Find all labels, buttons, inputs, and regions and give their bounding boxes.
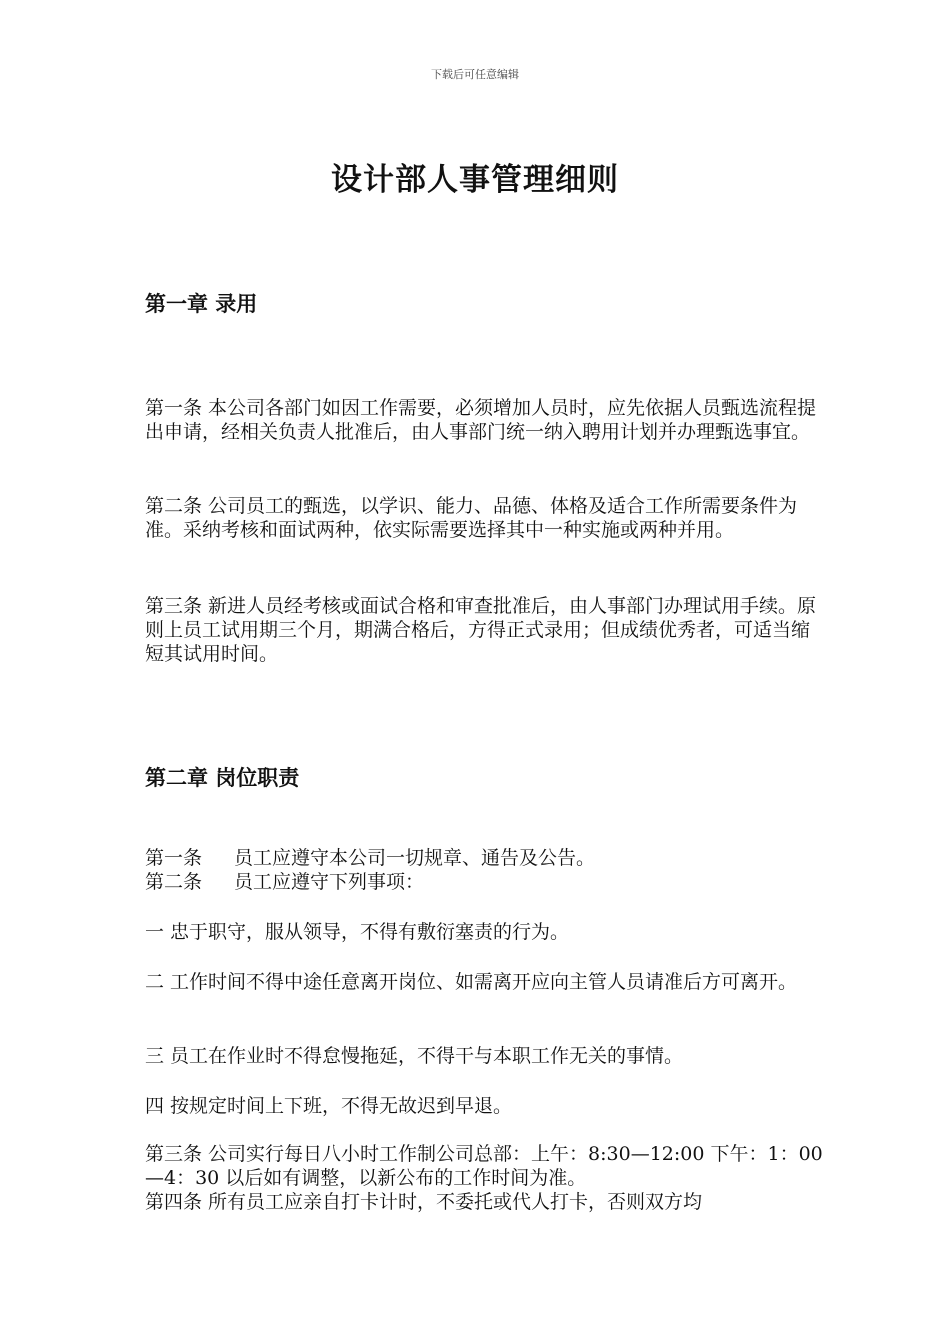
list-item-1: 一 忠于职守，服从领导，不得有敷衍塞责的行为。 [145, 921, 570, 943]
chapter-2-article-1 [145, 846, 825, 870]
list-item-4: 四 按规定时间上下班，不得无故迟到早退。 [145, 1095, 513, 1117]
article-text: 员工应遵守本公司一切规章、通告及公告。 [234, 847, 596, 869]
chapter-1-article-1: 第一条 本公司各部门如因工作需要，必须增加人员时，应先依据人员甄选流程提出申请，经相关负责人批准后，由人事部门统一纳入聘用计划并办理甄选事宜。 [145, 397, 817, 443]
chapter-2-article-2 [145, 870, 825, 894]
chapter-1-article-2: 第二条 公司员工的甄选，以学识、能力、品德、体格及适合工作所需要条件为准。采纳考核和面试两种，依实际需要选择其中一种实施或两种并用。 [145, 495, 798, 541]
list-item-3: 三 员工在作业时不得怠慢拖延，不得干与本职工作无关的事情。 [145, 1045, 684, 1067]
chapter-2-article-3: 第三条 公司实行每日八小时工作制公司总部：上午：8:30—12:00 下午：1：00—4：30 以后如有调整，以新公布的工作时间为准。 [145, 1143, 823, 1189]
page-header-note: 下载后可任意编辑 [431, 68, 519, 81]
chapter-2-heading: 第二章 岗位职责 [145, 766, 300, 790]
document-title: 设计部人事管理细则 [331, 162, 619, 198]
article-label: 第二条 [145, 871, 203, 893]
chapter-2-article-4: 第四条 所有员工应亲自打卡计时，不委托或代人打卡，否则双方均 [145, 1191, 703, 1213]
article-text: 员工应遵守下列事项： [234, 871, 425, 893]
chapter-1-heading: 第一章 录用 [145, 292, 258, 316]
chapter-1-article-3: 第三条 新进人员经考核或面试合格和审查批准后，由人事部门办理试用手续。原则上员工试用期三个月，期满合格后，方得正式录用；但成绩优秀者，可适当缩短其试用时间。 [145, 595, 817, 665]
article-label: 第一条 [145, 847, 203, 869]
list-item-2: 二 工作时间不得中途任意离开岗位、如需离开应向主管人员请准后方可离开。 [145, 971, 798, 993]
